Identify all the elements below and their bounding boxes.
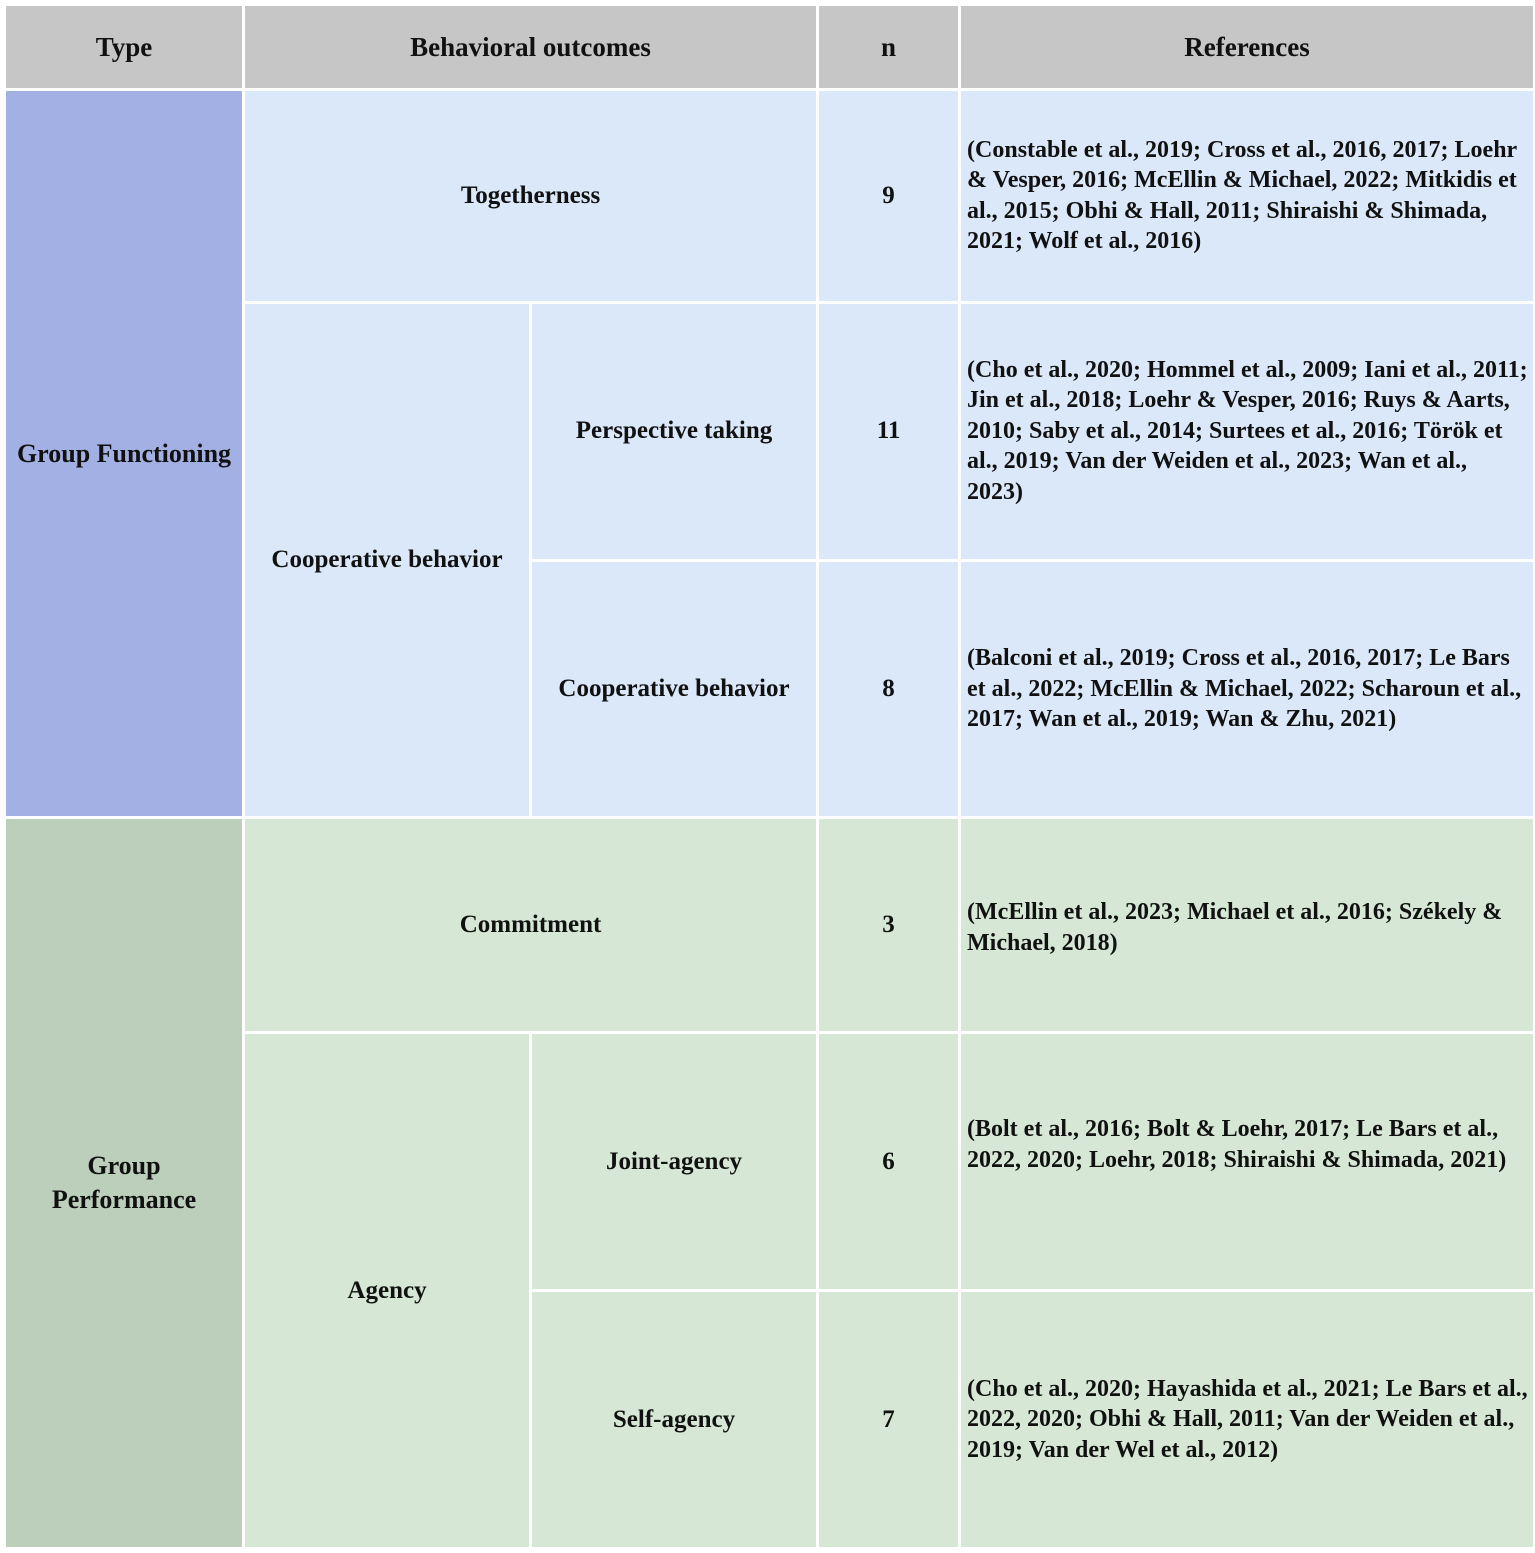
type-group-functioning: Group Functioning (6, 91, 242, 816)
header-row (6, 6, 1533, 88)
type-group-performance (6, 819, 242, 1547)
n-self-agency: 7 (819, 1292, 958, 1547)
type-group-performance-line2: Performance (51, 1185, 197, 1215)
table-row (6, 819, 1533, 1031)
outcome-cooperative-behavior: Cooperative behavior (532, 562, 816, 817)
references-perspective-taking: (Cho et al., 2020; Hommel et al., 2009; Iani et al., 2011; Jin et al., 2018; Loehr & Vesper, 2016; Ruys & Aarts, 2010; Saby et al., 2014; Surtees et al., 2016; Török et al., 2019; Van der Weiden et al., 2023; Wan et al., 2023) (961, 304, 1533, 559)
header-type: Type (6, 6, 242, 88)
table-row (6, 91, 1533, 301)
header-behavioral-outcomes: Behavioral outcomes (245, 6, 816, 88)
header-references: References (961, 6, 1533, 88)
n-commitment: 3 (819, 819, 958, 1031)
outcome-togetherness: Togetherness (245, 91, 816, 301)
outcome-perspective-taking: Perspective taking (532, 304, 816, 559)
outcome-self-agency: Self-agency (532, 1292, 816, 1547)
n-perspective-taking: 11 (819, 304, 958, 559)
outcome-agency-parent: Agency (245, 1034, 529, 1547)
header-n: n (819, 6, 958, 88)
n-joint-agency: 6 (819, 1034, 958, 1289)
outcome-joint-agency: Joint-agency (532, 1034, 816, 1289)
n-cooperative-behavior: 8 (819, 562, 958, 817)
behavioral-outcomes-table (3, 3, 1535, 1550)
outcome-cooperative-behavior-parent: Cooperative behavior (245, 304, 529, 817)
references-cooperative-behavior: (Balconi et al., 2019; Cross et al., 2016, 2017; Le Bars et al., 2022; McEllin & Michael, 2022; Scharoun et al., 2017; Wan et al., 2019; Wan & Zhu, 2021) (961, 562, 1533, 817)
n-togetherness: 9 (819, 91, 958, 301)
references-togetherness: (Constable et al., 2019; Cross et al., 2016, 2017; Loehr & Vesper, 2016; McEllin & Michael, 2022; Mitkidis et al., 2015; Obhi & Hall, 2011; Shiraishi & Shimada, 2021; Wolf et al., 2016) (961, 91, 1533, 301)
references-joint-agency: (Bolt et al., 2016; Bolt & Loehr, 2017; Le Bars et al., 2022, 2020; Loehr, 2018; Shiraishi & Shimada, 2021) (961, 1034, 1533, 1289)
outcome-commitment: Commitment (245, 819, 816, 1031)
references-commitment: (McEllin et al., 2023; Michael et al., 2016; Székely & Michael, 2018) (961, 819, 1533, 1031)
references-self-agency: (Cho et al., 2020; Hayashida et al., 2021; Le Bars et al., 2022, 2020; Obhi & Hall, 2011; Van der Weiden et al., 2019; Van der Wel et al., 2012) (961, 1292, 1533, 1547)
type-group-performance-line1: Group (87, 1151, 161, 1181)
